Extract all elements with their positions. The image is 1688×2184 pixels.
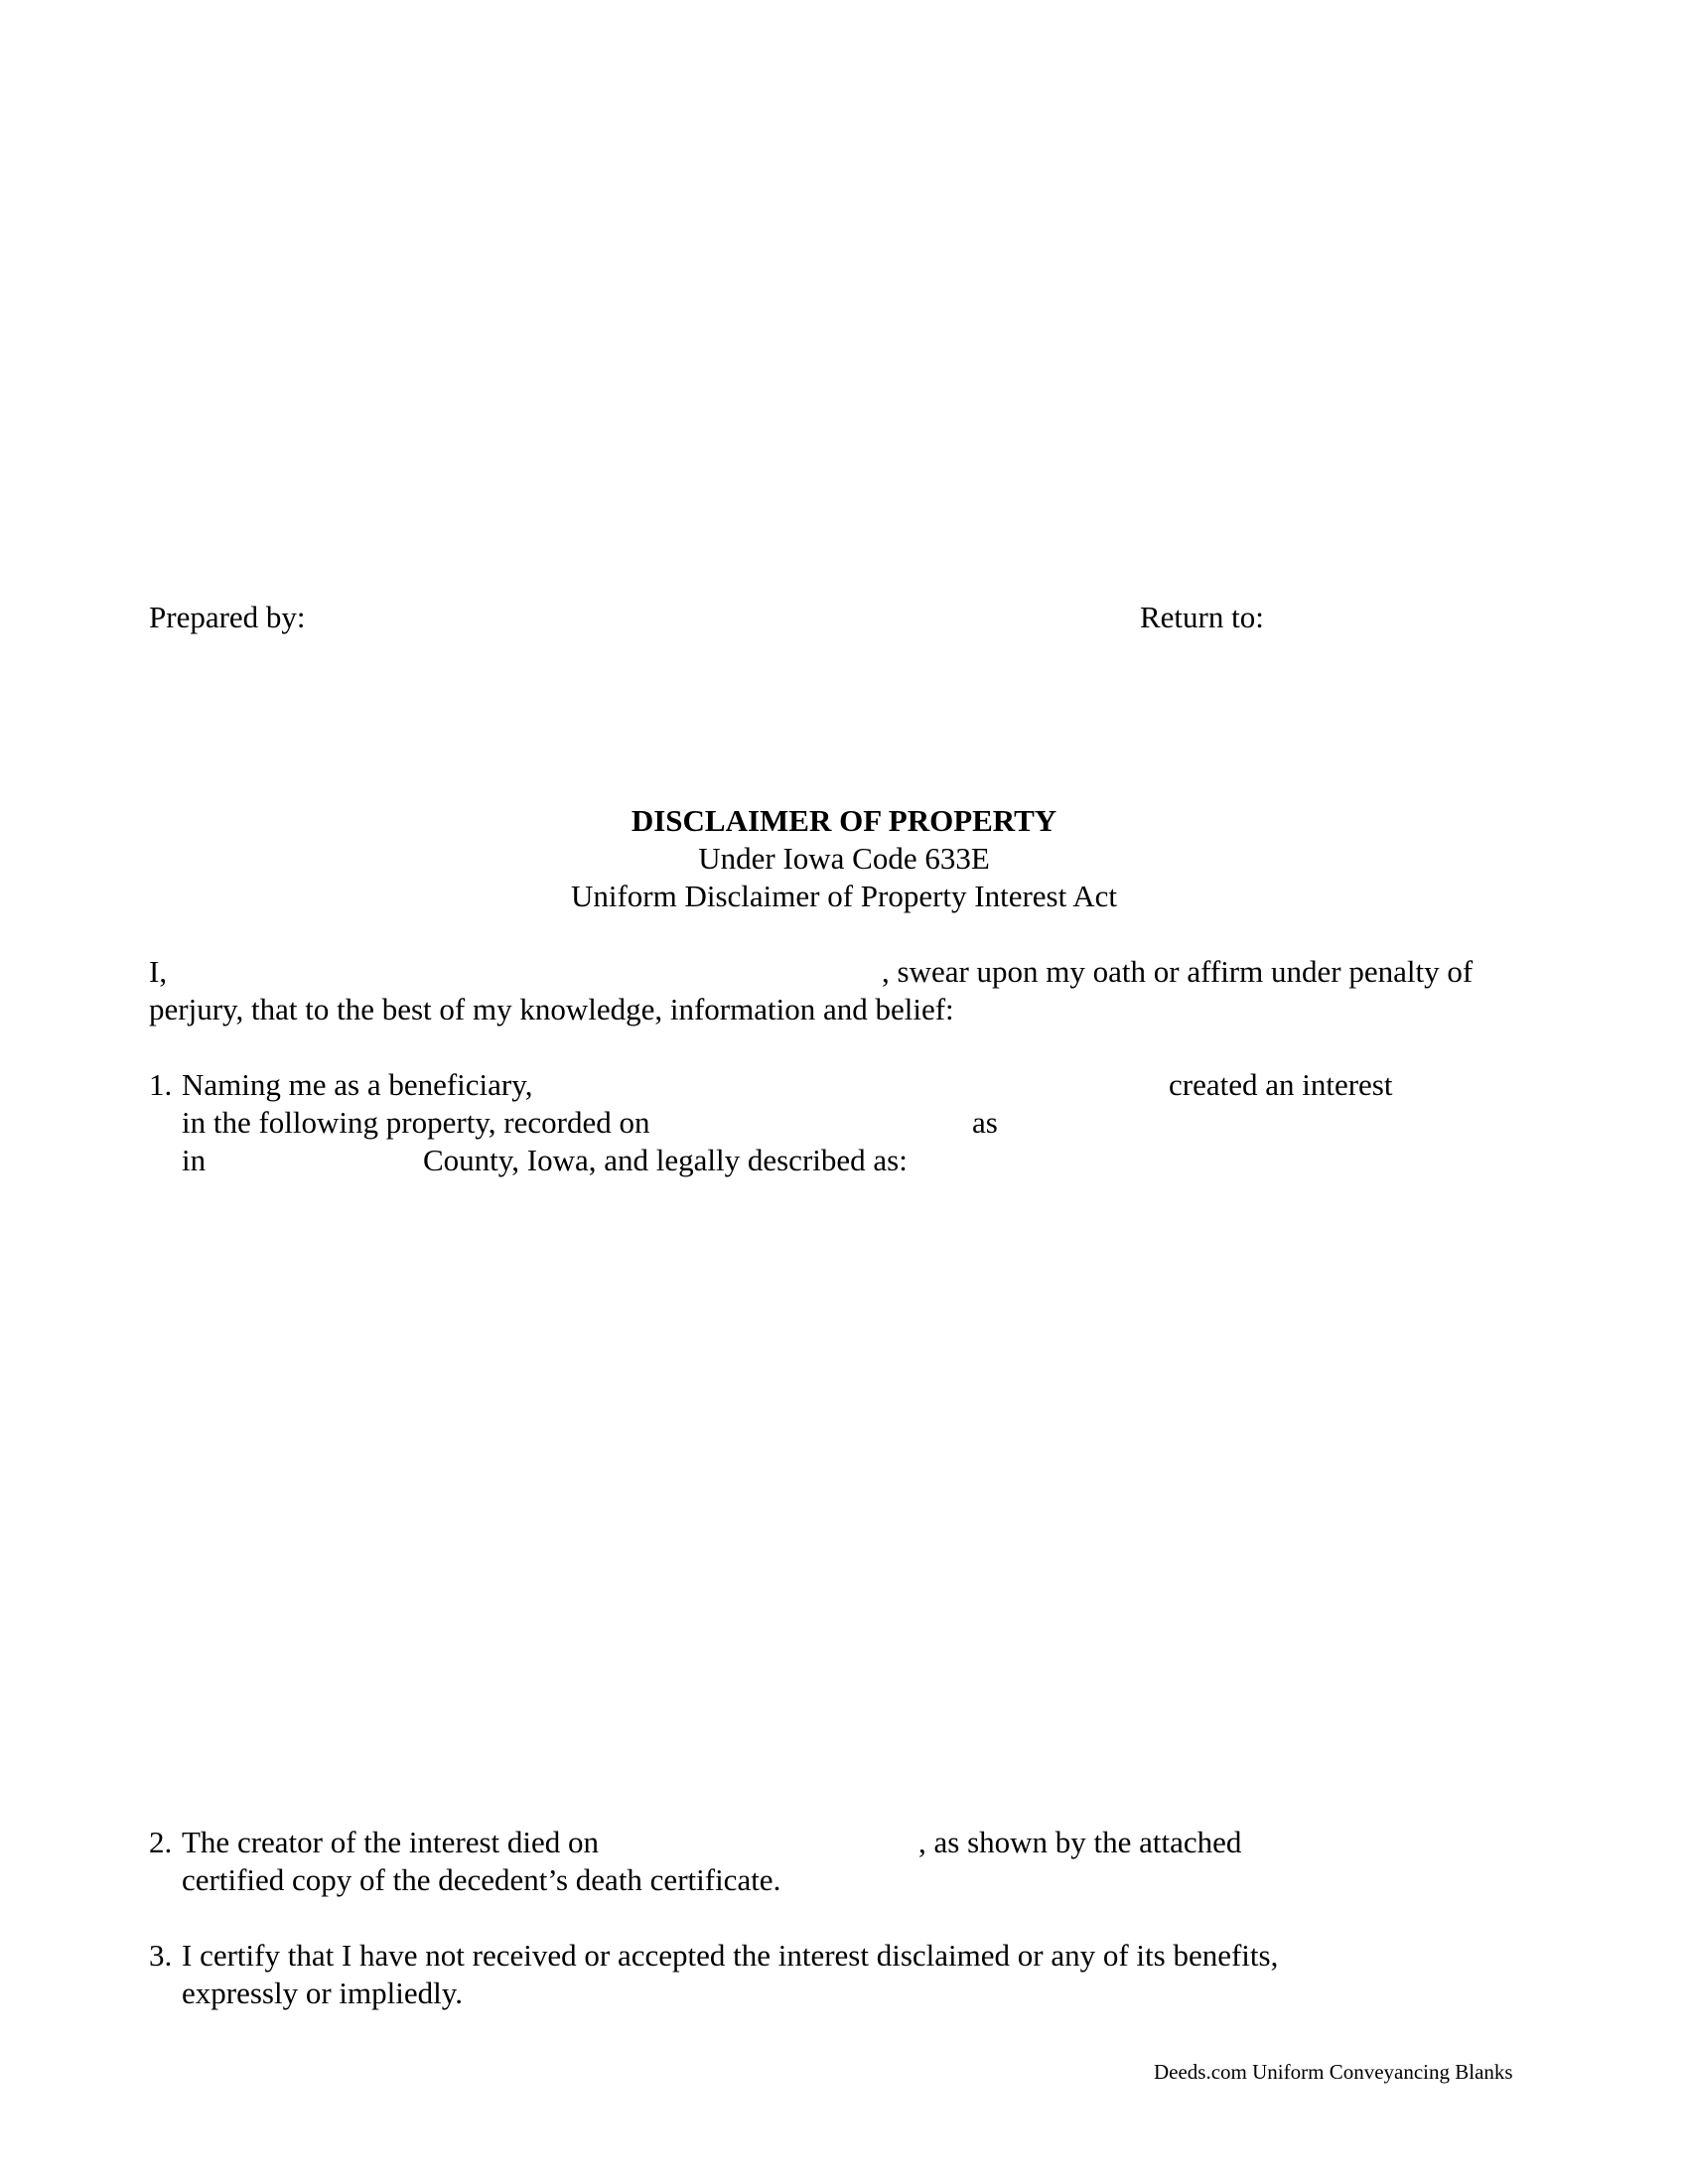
item3-line2: expressly or impliedly. [182, 1976, 463, 2010]
document-title: DISCLAIMER OF PROPERTY [631, 803, 1057, 838]
item1-line1-start: Naming me as a beneficiary, [182, 1067, 533, 1102]
item2-number: 2. [149, 1825, 173, 1859]
item1-line2-start: in the following property, recorded on [182, 1105, 650, 1140]
item2-line1-start: The creator of the interest died on [182, 1825, 600, 1859]
footer-credit: Deeds.com Uniform Conveyancing Blanks [1154, 2060, 1513, 2084]
item3-line1: I certify that I have not received or accepted the interest disclaimed or any of its benefits, [182, 1938, 1279, 1973]
item3-number: 3. [149, 1938, 173, 1973]
intro-swear: , swear upon my oath or affirm under penalty of [882, 954, 1474, 989]
item2-line2: certified copy of the decedent’s death certificate. [182, 1862, 781, 1897]
item2-line1-end: , as shown by the attached [918, 1825, 1242, 1859]
document-subtitle-code: Under Iowa Code 633E [698, 841, 990, 876]
item1-line2-end: as [972, 1105, 998, 1140]
return-to-label: Return to: [1140, 600, 1264, 634]
intro-i: I, [149, 954, 168, 989]
item1-line3-start: in [182, 1143, 207, 1177]
item1-number: 1. [149, 1067, 173, 1102]
intro-perjury: perjury, that to the best of my knowledge, information and belief: [149, 992, 954, 1026]
item1-line1-end: created an interest [1169, 1067, 1393, 1102]
prepared-by-label: Prepared by: [149, 600, 306, 634]
item1-line3-end: County, Iowa, and legally described as: [423, 1143, 908, 1177]
document-subtitle-act: Uniform Disclaimer of Property Interest Act [570, 879, 1118, 913]
